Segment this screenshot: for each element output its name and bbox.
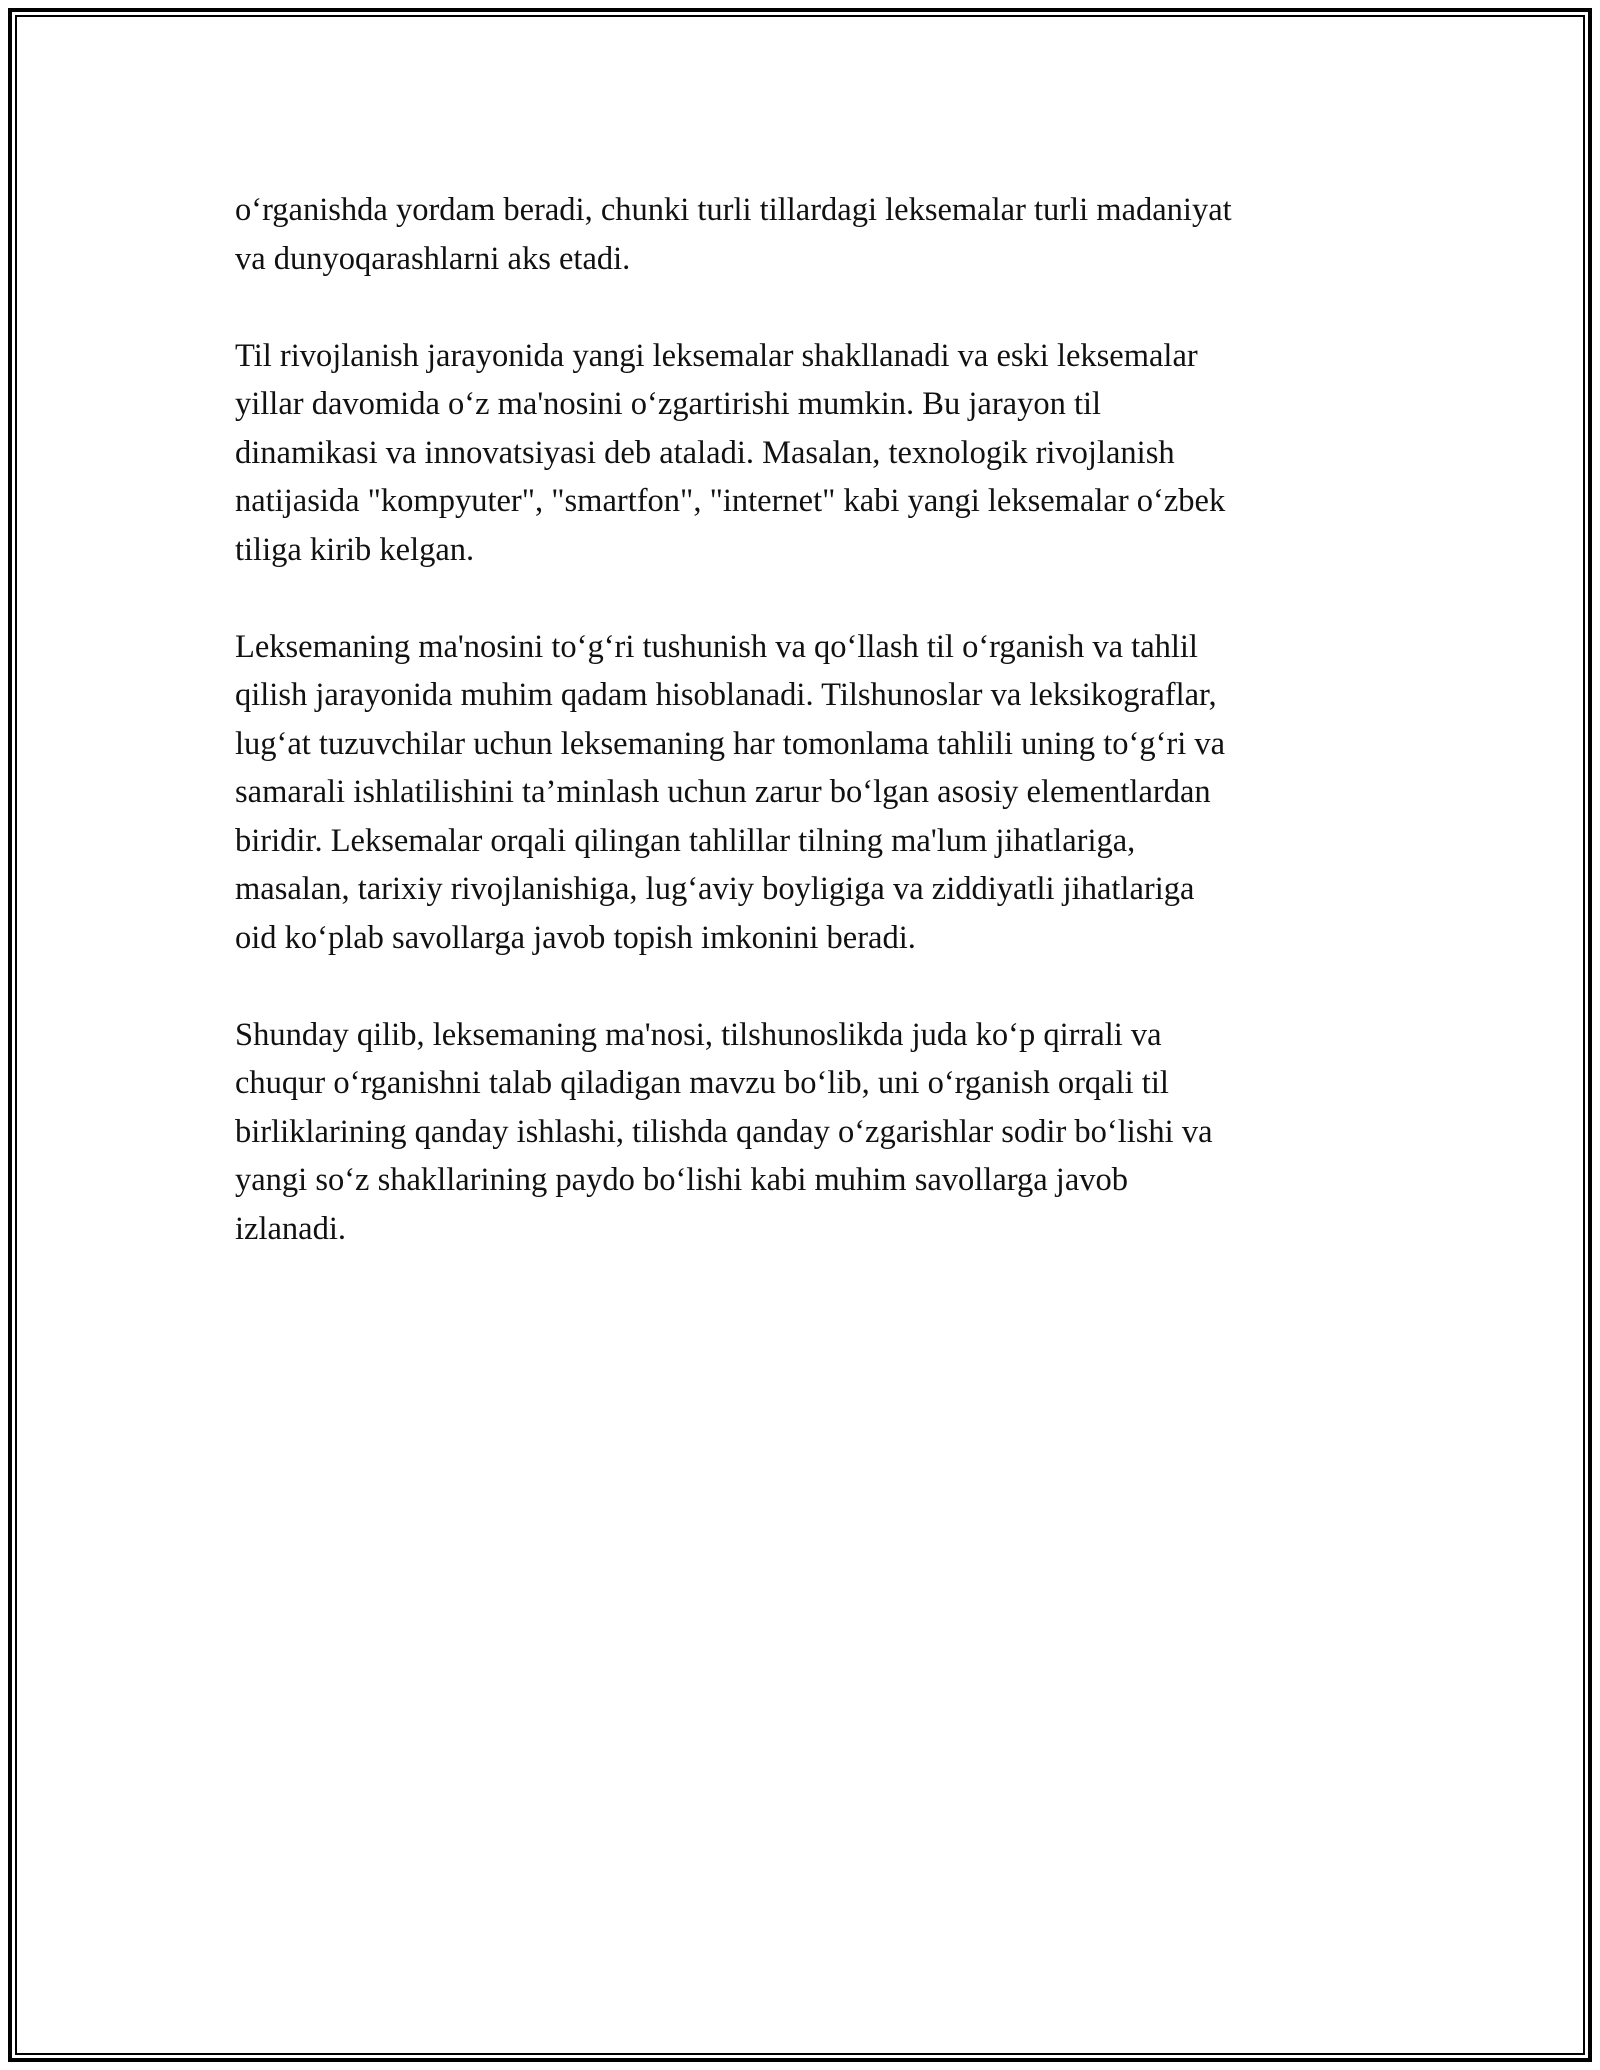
paragraph-3: Leksemaning ma'nosini to‘g‘ri tushunish va qo‘llash til o‘rganish va tahlil qilish jarayonida muhim qadam hisoblanadi. Tilshunoslar va leksikograflar, lug‘at tuzuvchilar uchun leksemaning har tomonlama tahlili uning to‘g‘ri va samarali ishlatilishini ta’minlash uchun zarur bo‘lgan asosiy elementlardan biridir. Leksemalar orqali qilingan tahlillar tilning ma'lum jihatlariga, masalan, tarixiy rivojlanishiga, lug‘aviy boyligiga va ziddiyatli jihatlariga oid ko‘plab savollarga javob topish imkonini beradi.: [235, 628, 1226, 956]
paragraph-1: o‘rganishda yordam beradi, chunki turli tillardagi leksemalar turli madaniyat va dunyoqarashlarni aks etadi.: [235, 192, 1232, 277]
document-body: [235, 186, 1375, 1253]
paragraph-2: Til rivojlanish jarayonida yangi leksemalar shakllanadi va eski leksemalar yillar davomida o‘z ma'nosini o‘zgartirishi mumkin. Bu jarayon til dinamikasi va innovatsiyasi deb ataladi. Masalan, texnologik rivojlanish natijasida "kompyuter", "smartfon", "internet" kabi yangi leksemalar o‘zbek tiliga kirib kelgan.: [235, 337, 1226, 568]
paragraph-4: Shunday qilib, leksemaning ma'nosi, tilshunoslikda juda ko‘p qirrali va chuqur o‘rganishni talab qiladigan mavzu bo‘lib, uni o‘rganish orqali til birliklarining qanday ishlashi, tilishda qanday o‘zgarishlar sodir bo‘lishi va yangi so‘z shakllarining paydo bo‘lishi kabi muhim savollarga javob izlanadi.: [235, 1016, 1213, 1247]
